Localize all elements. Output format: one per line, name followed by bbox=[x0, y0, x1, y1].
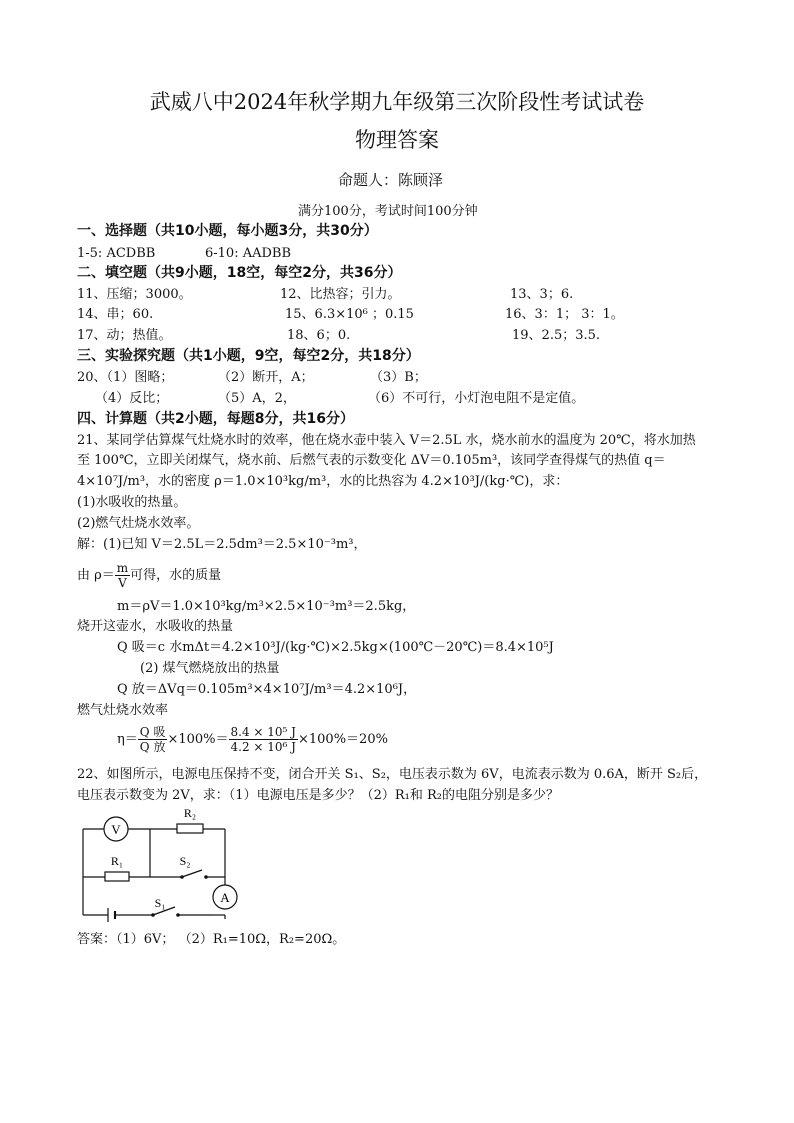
q21-heat-label: 烧开这壶水，水吸收的热量 bbox=[77, 619, 234, 634]
fill-answer-18: 18、6；0. bbox=[287, 328, 351, 343]
q21-part2-label: (2) 煤气燃烧放出的热量 bbox=[140, 661, 280, 676]
q21-stem-line2: 至 100℃，立即关闭煤气，烧水前、后燃气表的示数变化 ΔV＝0.105m³，该同学查得煤气的热值 q＝ bbox=[77, 453, 666, 468]
section-choice-heading: 一、选择题（共10小题，每小题3分，共30分） bbox=[77, 223, 378, 239]
experiment-answer-6: （6）不可行，小灯泡电阻不是定值。 bbox=[368, 391, 585, 406]
experiment-answer-3: （3）B； bbox=[370, 370, 427, 385]
label-r2: R₂ bbox=[183, 806, 197, 820]
fill-answer-17: 17、动；热值。 bbox=[77, 328, 172, 343]
fraction-numeric-efficiency: $\frac{\text{8.4 × 10⁵ J}}{\text{4.2 × 10⁶ J}}$ bbox=[230, 725, 296, 754]
q21-part1: (1)水吸收的热量。 bbox=[77, 495, 187, 510]
fill-answer-11: 11、压缩；3000。 bbox=[77, 287, 192, 302]
fill-answer-19: 19、2.5；3.5. bbox=[512, 328, 601, 343]
label-s2: S₂ bbox=[179, 854, 191, 868]
fraction-qabs-over-qrel: $\frac{\text{Q 吸}}{\text{Q 放}}$ bbox=[139, 725, 166, 754]
voltmeter-icon bbox=[104, 817, 128, 841]
fraction-m-over-v: $\frac{m}{V}$ bbox=[116, 561, 129, 590]
q22-stem-line2: 电压表示数变为 2V，求：（1）电源电压是多少？（2）R₁和 R₂的电阻分别是多少？ bbox=[77, 788, 559, 803]
fill-answer-12: 12、比热容；引力。 bbox=[280, 287, 401, 302]
q21-solution-line1: 解：(1)已知 V＝2.5L＝2.5dm³＝2.5×10⁻³m³， bbox=[77, 537, 367, 552]
section-calc-heading: 四、计算题（共2小题，每题8分，共16分） bbox=[77, 411, 354, 427]
exam-title: 武威八中2024年秋学期九年级第三次阶段性考试试卷 bbox=[149, 90, 645, 114]
q21-stem-line1: 21、某同学估算煤气灶烧水时的效率，他在烧水壶中装入 V＝2.5L 水，烧水前水的温度为 20℃，将水加热 bbox=[77, 433, 696, 448]
ammeter-icon bbox=[213, 885, 237, 909]
choice-answers-1-5: 1-5: ACDBB bbox=[77, 246, 156, 261]
fill-answer-15: 15、6.3×10⁶ ；0.15 bbox=[285, 307, 414, 322]
fill-answer-16: 16、3：1； 3：1。 bbox=[505, 307, 624, 322]
author-line: 命题人：陈顾泽 bbox=[338, 171, 444, 189]
choice-answers-6-10: 6-10: AADBB bbox=[205, 246, 292, 261]
experiment-answer-4: （4）反比； bbox=[95, 391, 169, 406]
circuit-diagram bbox=[70, 803, 245, 923]
label-s1: S₁ bbox=[154, 896, 166, 910]
label-r1: R₁ bbox=[110, 854, 124, 868]
exam-info: 满分100分，考试时间100分钟 bbox=[298, 204, 478, 219]
svg-text:V: V bbox=[111, 822, 121, 837]
q21-released-heat-calc: Q 放＝ΔVq＝0.105m³×4×10⁷J/m³＝4.2×10⁶J， bbox=[117, 682, 417, 697]
resistor-r2-icon bbox=[177, 824, 203, 833]
svg-text:A: A bbox=[220, 890, 230, 905]
q21-density-formula: 由 ρ＝ $\frac{m}{V}$ 可得，水的质量 bbox=[77, 561, 222, 590]
section-experiment-heading: 三、实验探究题（共1小题，9空，每空2分，共18分） bbox=[77, 348, 420, 364]
q21-efficiency-label: 燃气灶烧水效率 bbox=[77, 703, 169, 718]
q21-part2: (2)燃气灶烧水效率。 bbox=[77, 516, 200, 531]
section-fill-heading: 二、填空题（共9小题，18空，每空2分，共36分） bbox=[77, 265, 402, 281]
q21-efficiency-formula: η＝ $\frac{\text{Q 吸}}{\text{Q 放}}$ ×100%＝ $\frac{\text{8.4 × 10⁵ J}}{\text{4.2 × 10⁶ J}}$ ×100%＝20% bbox=[117, 725, 388, 754]
resistor-r1-icon bbox=[105, 872, 129, 881]
fill-answer-13: 13、3；6. bbox=[510, 287, 574, 302]
q22-answer: 答案：（1）6V； （2）R₁=10Ω，R₂=20Ω。 bbox=[77, 932, 346, 947]
experiment-answer-1: 20、（1）图略； bbox=[77, 370, 174, 385]
q21-mass-calc: m＝ρV＝1.0×10³kg/m³×2.5×10⁻³m³＝2.5kg， bbox=[117, 599, 416, 614]
fill-answer-14: 14、串；60. bbox=[77, 307, 154, 322]
q21-stem-line3: 4×10⁷J/m³，水的密度 ρ＝1.0×10³kg/m³，水的比热容为 4.2×10³J/(kg·℃)，求： bbox=[77, 474, 569, 489]
exam-subtitle: 物理答案 bbox=[355, 128, 439, 152]
experiment-answer-2: （2）断开，A； bbox=[218, 370, 314, 385]
q22-stem-line1: 22、如图所示，电源电压保持不变，闭合开关 S₁、S₂，电压表示数为 6V，电流表示数为 0.6A，断开 S₂后， bbox=[77, 767, 708, 782]
experiment-answer-5: （5）A，2， bbox=[218, 391, 296, 406]
battery-icon bbox=[108, 908, 115, 922]
q21-heat-calc: Q 吸＝c 水mΔt＝4.2×10³J/(kg·℃)×2.5kg×(100℃－20℃)＝8.4×10⁵J bbox=[117, 640, 554, 655]
